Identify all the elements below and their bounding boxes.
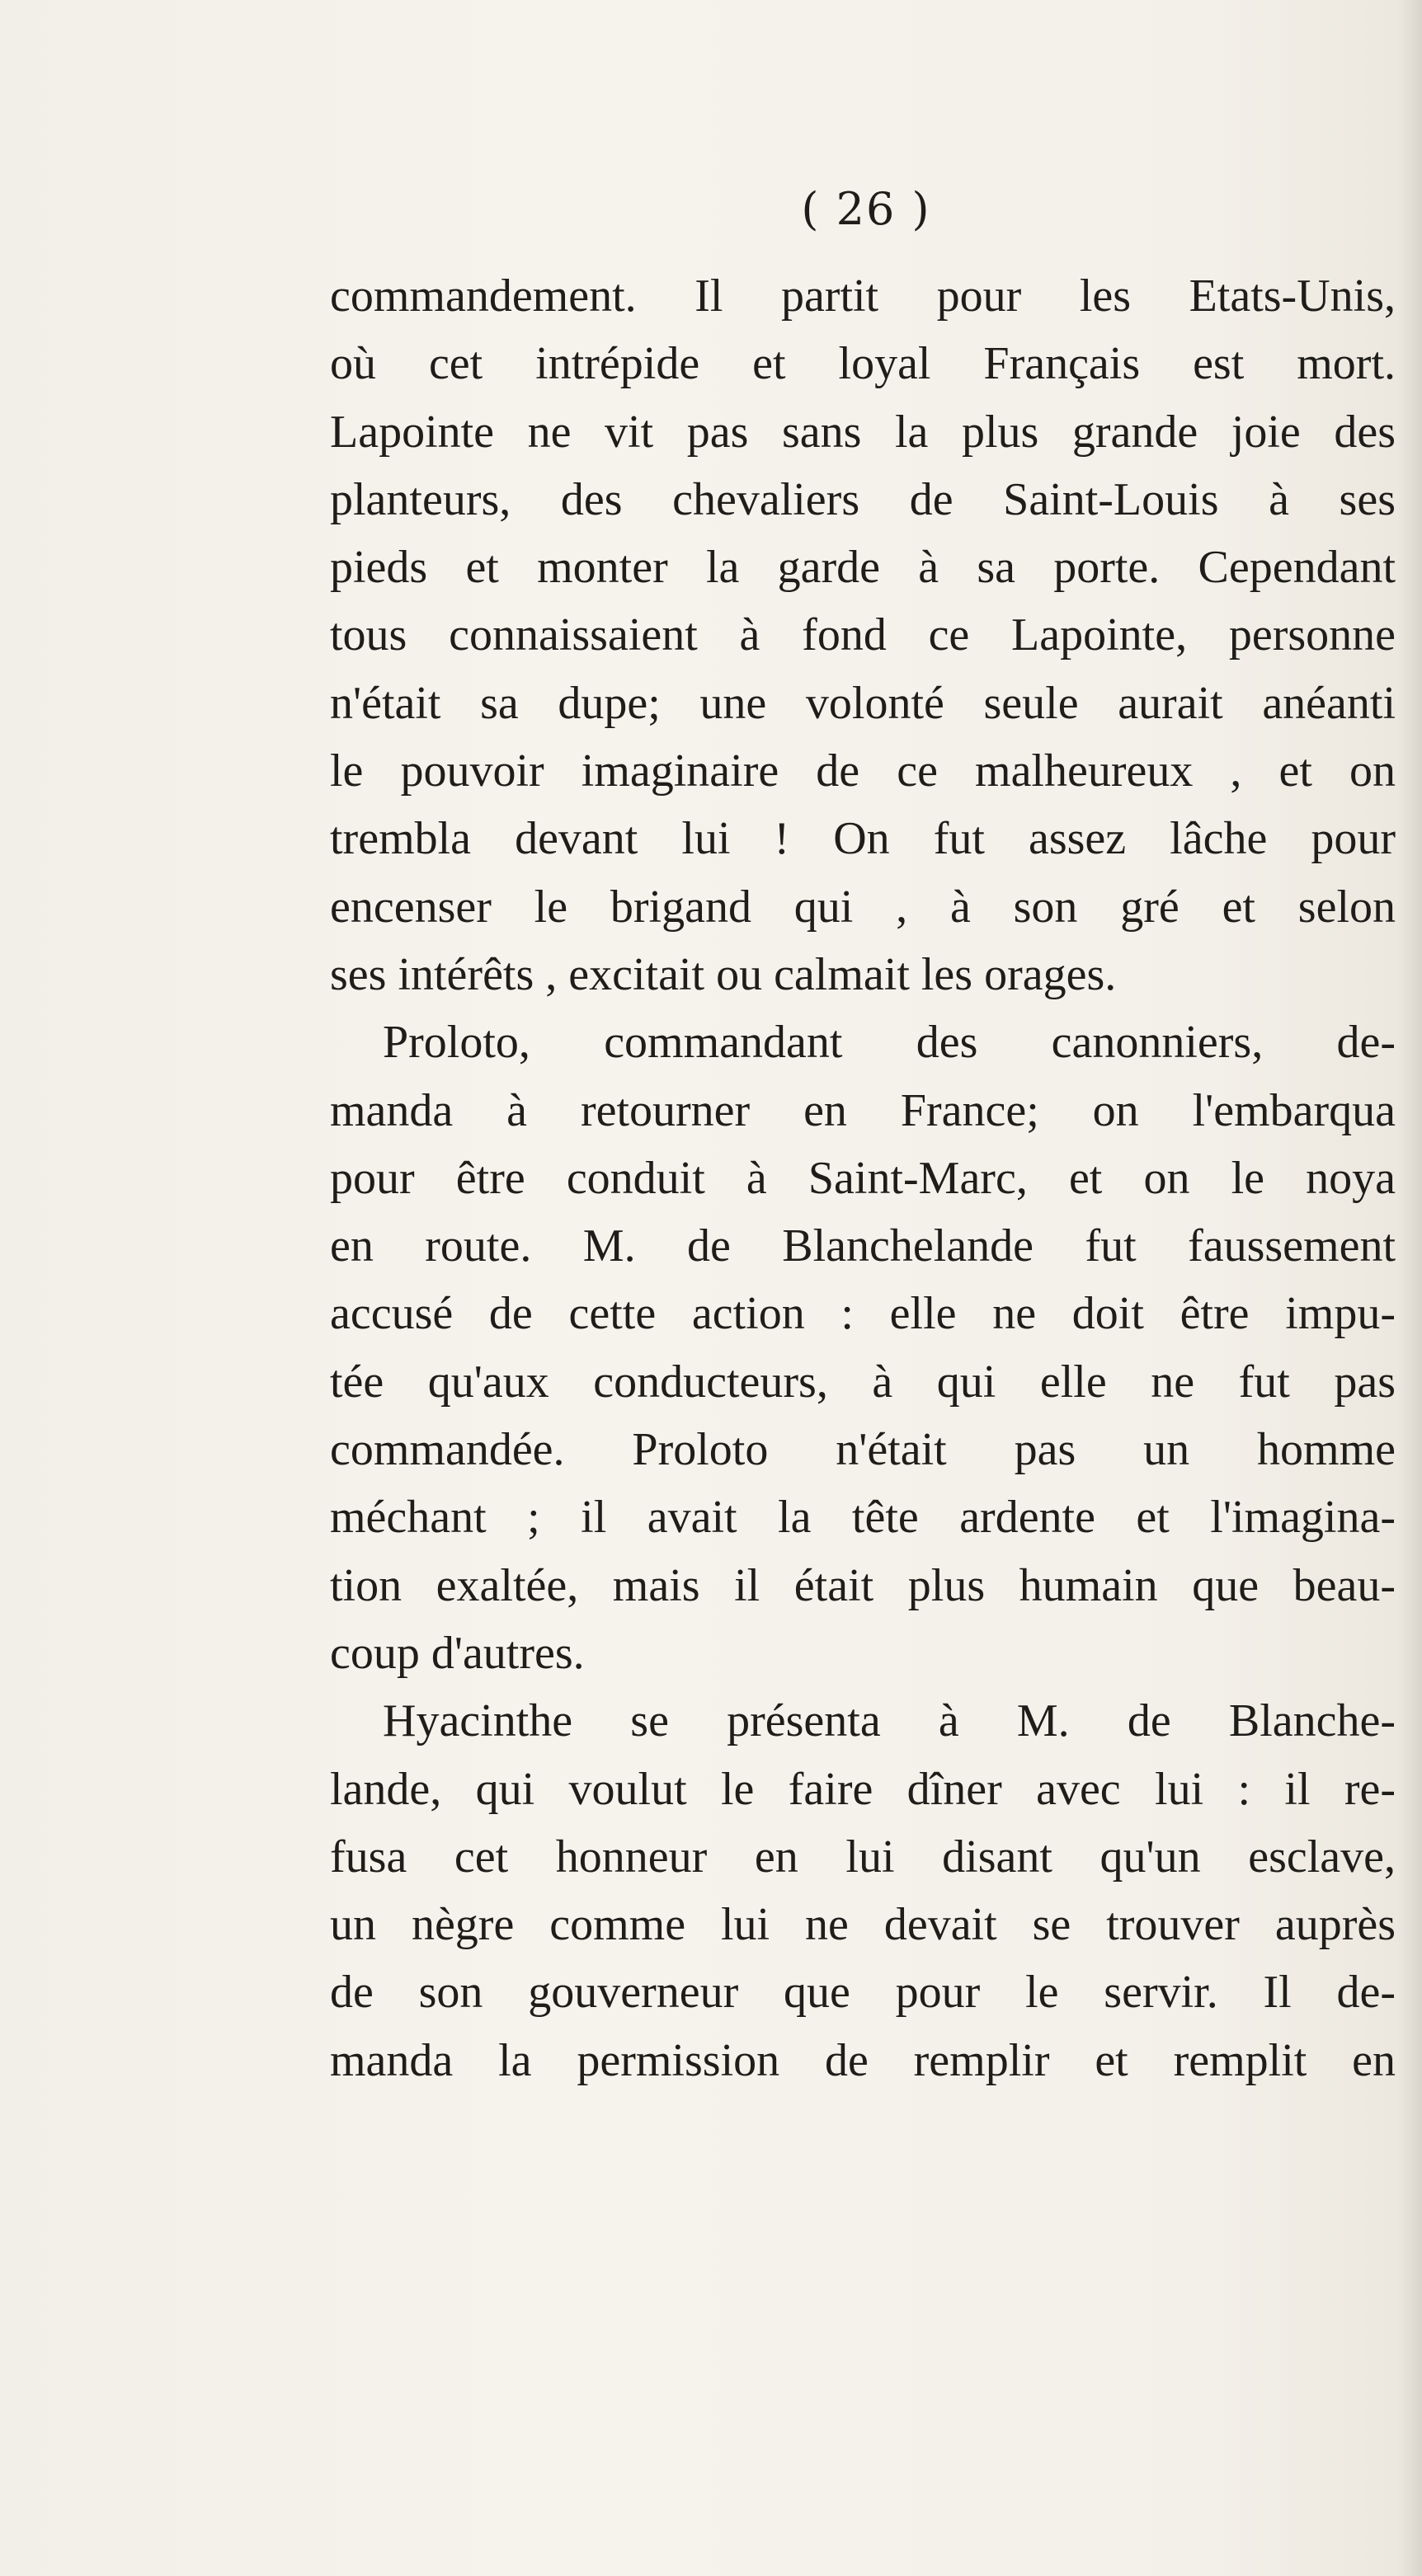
- text-line: méchant ; il avait la tête ardente et l'imagina-: [330, 1492, 1396, 1544]
- text-line: accusé de cette action : elle ne doit être impu-: [330, 1288, 1396, 1340]
- text-line: encenser le brigand qui , à son gré et selon: [330, 881, 1396, 933]
- page-edge-shadow: [1397, 0, 1422, 2576]
- text-line: tée qu'aux conducteurs, à qui elle ne fut pas: [330, 1356, 1396, 1408]
- page-number: ( 26 ): [801, 183, 931, 235]
- text-line: Lapointe ne vit pas sans la plus grande joie des: [330, 406, 1396, 458]
- text-line: planteurs, des chevaliers de Saint-Louis à ses: [330, 473, 1396, 525]
- text-line: où cet intrépide et loyal Français est mort.: [330, 338, 1396, 390]
- text-line: le pouvoir imaginaire de ce malheureux , et on: [330, 745, 1396, 797]
- text-line: tous connaissaient à fond ce Lapointe, personne: [330, 609, 1396, 661]
- text-line: pour être conduit à Saint-Marc, et on le noya: [330, 1152, 1396, 1204]
- body-text: [330, 262, 1396, 2094]
- text-line: commandement. Il partit pour les Etats-Unis,: [330, 270, 1396, 322]
- text-line: Proloto, commandant des canonniers, de-: [383, 1017, 1396, 1069]
- text-line: de son gouverneur que pour le servir. Il de-: [330, 1967, 1396, 2019]
- text-line: pieds et monter la garde à sa porte. Cependant: [330, 542, 1396, 594]
- text-line: un nègre comme lui ne devait se trouver auprès: [330, 1899, 1396, 1951]
- text-line: en route. M. de Blanchelande fut faussement: [330, 1220, 1396, 1272]
- text-line: trembla devant lui ! On fut assez lâche pour: [330, 813, 1396, 865]
- text-line: tion exaltée, mais il était plus humain que beau-: [330, 1559, 1396, 1611]
- text-line: commandée. Proloto n'était pas un homme: [330, 1424, 1396, 1476]
- text-line: manda à retourner en France; on l'embarqua: [330, 1084, 1396, 1136]
- text-line: manda la permission de remplir et remplit en: [330, 2034, 1396, 2086]
- text-line: fusa cet honneur en lui disant qu'un esclave,: [330, 1831, 1396, 1883]
- text-line: lande, qui voulut le faire dîner avec lui : il re-: [330, 1763, 1396, 1815]
- text-line: ses intérêts , excitait ou calmait les orages.: [330, 948, 1117, 1000]
- text-line: n'était sa dupe; une volonté seule aurait anéanti: [330, 677, 1396, 729]
- text-line: Hyacinthe se présenta à M. de Blanche-: [383, 1695, 1396, 1747]
- text-line: coup d'autres.: [330, 1627, 585, 1679]
